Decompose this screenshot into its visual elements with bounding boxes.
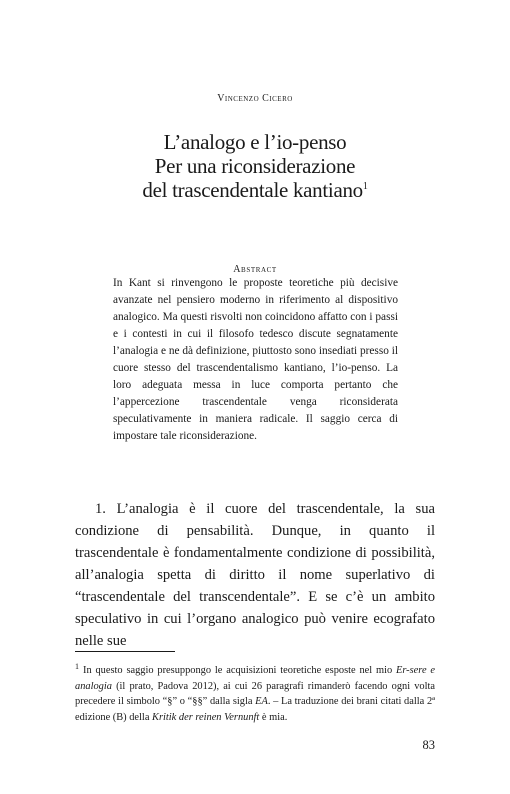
footnote-text-1: In questo saggio presuppongo le acquisizioni teoretiche esposte nel mio bbox=[83, 665, 396, 676]
title-line-3-text: del trascendentale kantiano bbox=[142, 178, 363, 202]
title-line-3 bbox=[60, 178, 450, 202]
body-paragraph-text: 1. L’analogia è il cuore del trascendentale, la sua condizione di pensabilità. Dunque, in quanto il trascendentale è fondamentalmente condizione di possibilità, all’analogia spetta di diritto il nome superlativo di “trascendentale del transcendentale”. E se c’è un ambito speculativo in cui l’organo analogico può venire ecografato nelle sue bbox=[75, 501, 435, 649]
page-number: 83 bbox=[422, 738, 435, 752]
author-name: Vincenzo Cicero bbox=[217, 93, 293, 104]
title-line-2: Per una riconsiderazione bbox=[154, 154, 356, 178]
body-paragraph bbox=[75, 498, 435, 652]
footnote-mark: 1 bbox=[75, 661, 79, 671]
footnote-text-4: è mia. bbox=[259, 711, 288, 723]
footnote-italic-1: Er-sere e analogia bbox=[75, 665, 435, 692]
footnote-rule bbox=[75, 651, 175, 652]
title-line-1: L’analogo e l’io-penso bbox=[163, 130, 347, 154]
footnote-italic-2: EA bbox=[255, 696, 268, 707]
footnote-reference[interactable]: 1 bbox=[362, 181, 368, 192]
footnote-italic-3: Kritik der reinen Vernunft bbox=[152, 711, 260, 723]
footnote bbox=[75, 663, 435, 725]
footnote-text-2: (il prato, Padova 2012), ai cui 26 paragrafi rimanderò facendo ogni volta precedere il simbolo “§” o “§§” dalla sigla bbox=[75, 680, 435, 707]
article-title bbox=[60, 130, 450, 202]
abstract-heading: Abstract bbox=[233, 264, 277, 275]
footnote-text-3: . – La traduzione dei brani citati dalla 2ª edizione (B) della bbox=[75, 696, 435, 723]
abstract-text: In Kant si rinvengono le proposte teoretiche più decisive avanzate nel pensiero moderno in riferimento al dispositivo analogico. Ma questi risvolti non coincidono affatto con i passi e i contesti in cui il filosofo tedesco discute segnatamente l’analogia e ne dà definizione, piuttosto sono insediati presso il cuore stesso del trascendentalismo kantiano, l’io-penso. La loro adeguata messa in luce comporta pertanto che l’appercezione trascendentale venga riconsiderata speculativamente in maniera radicale. Il saggio cerca di impostare tale riconsiderazione. bbox=[113, 277, 398, 442]
